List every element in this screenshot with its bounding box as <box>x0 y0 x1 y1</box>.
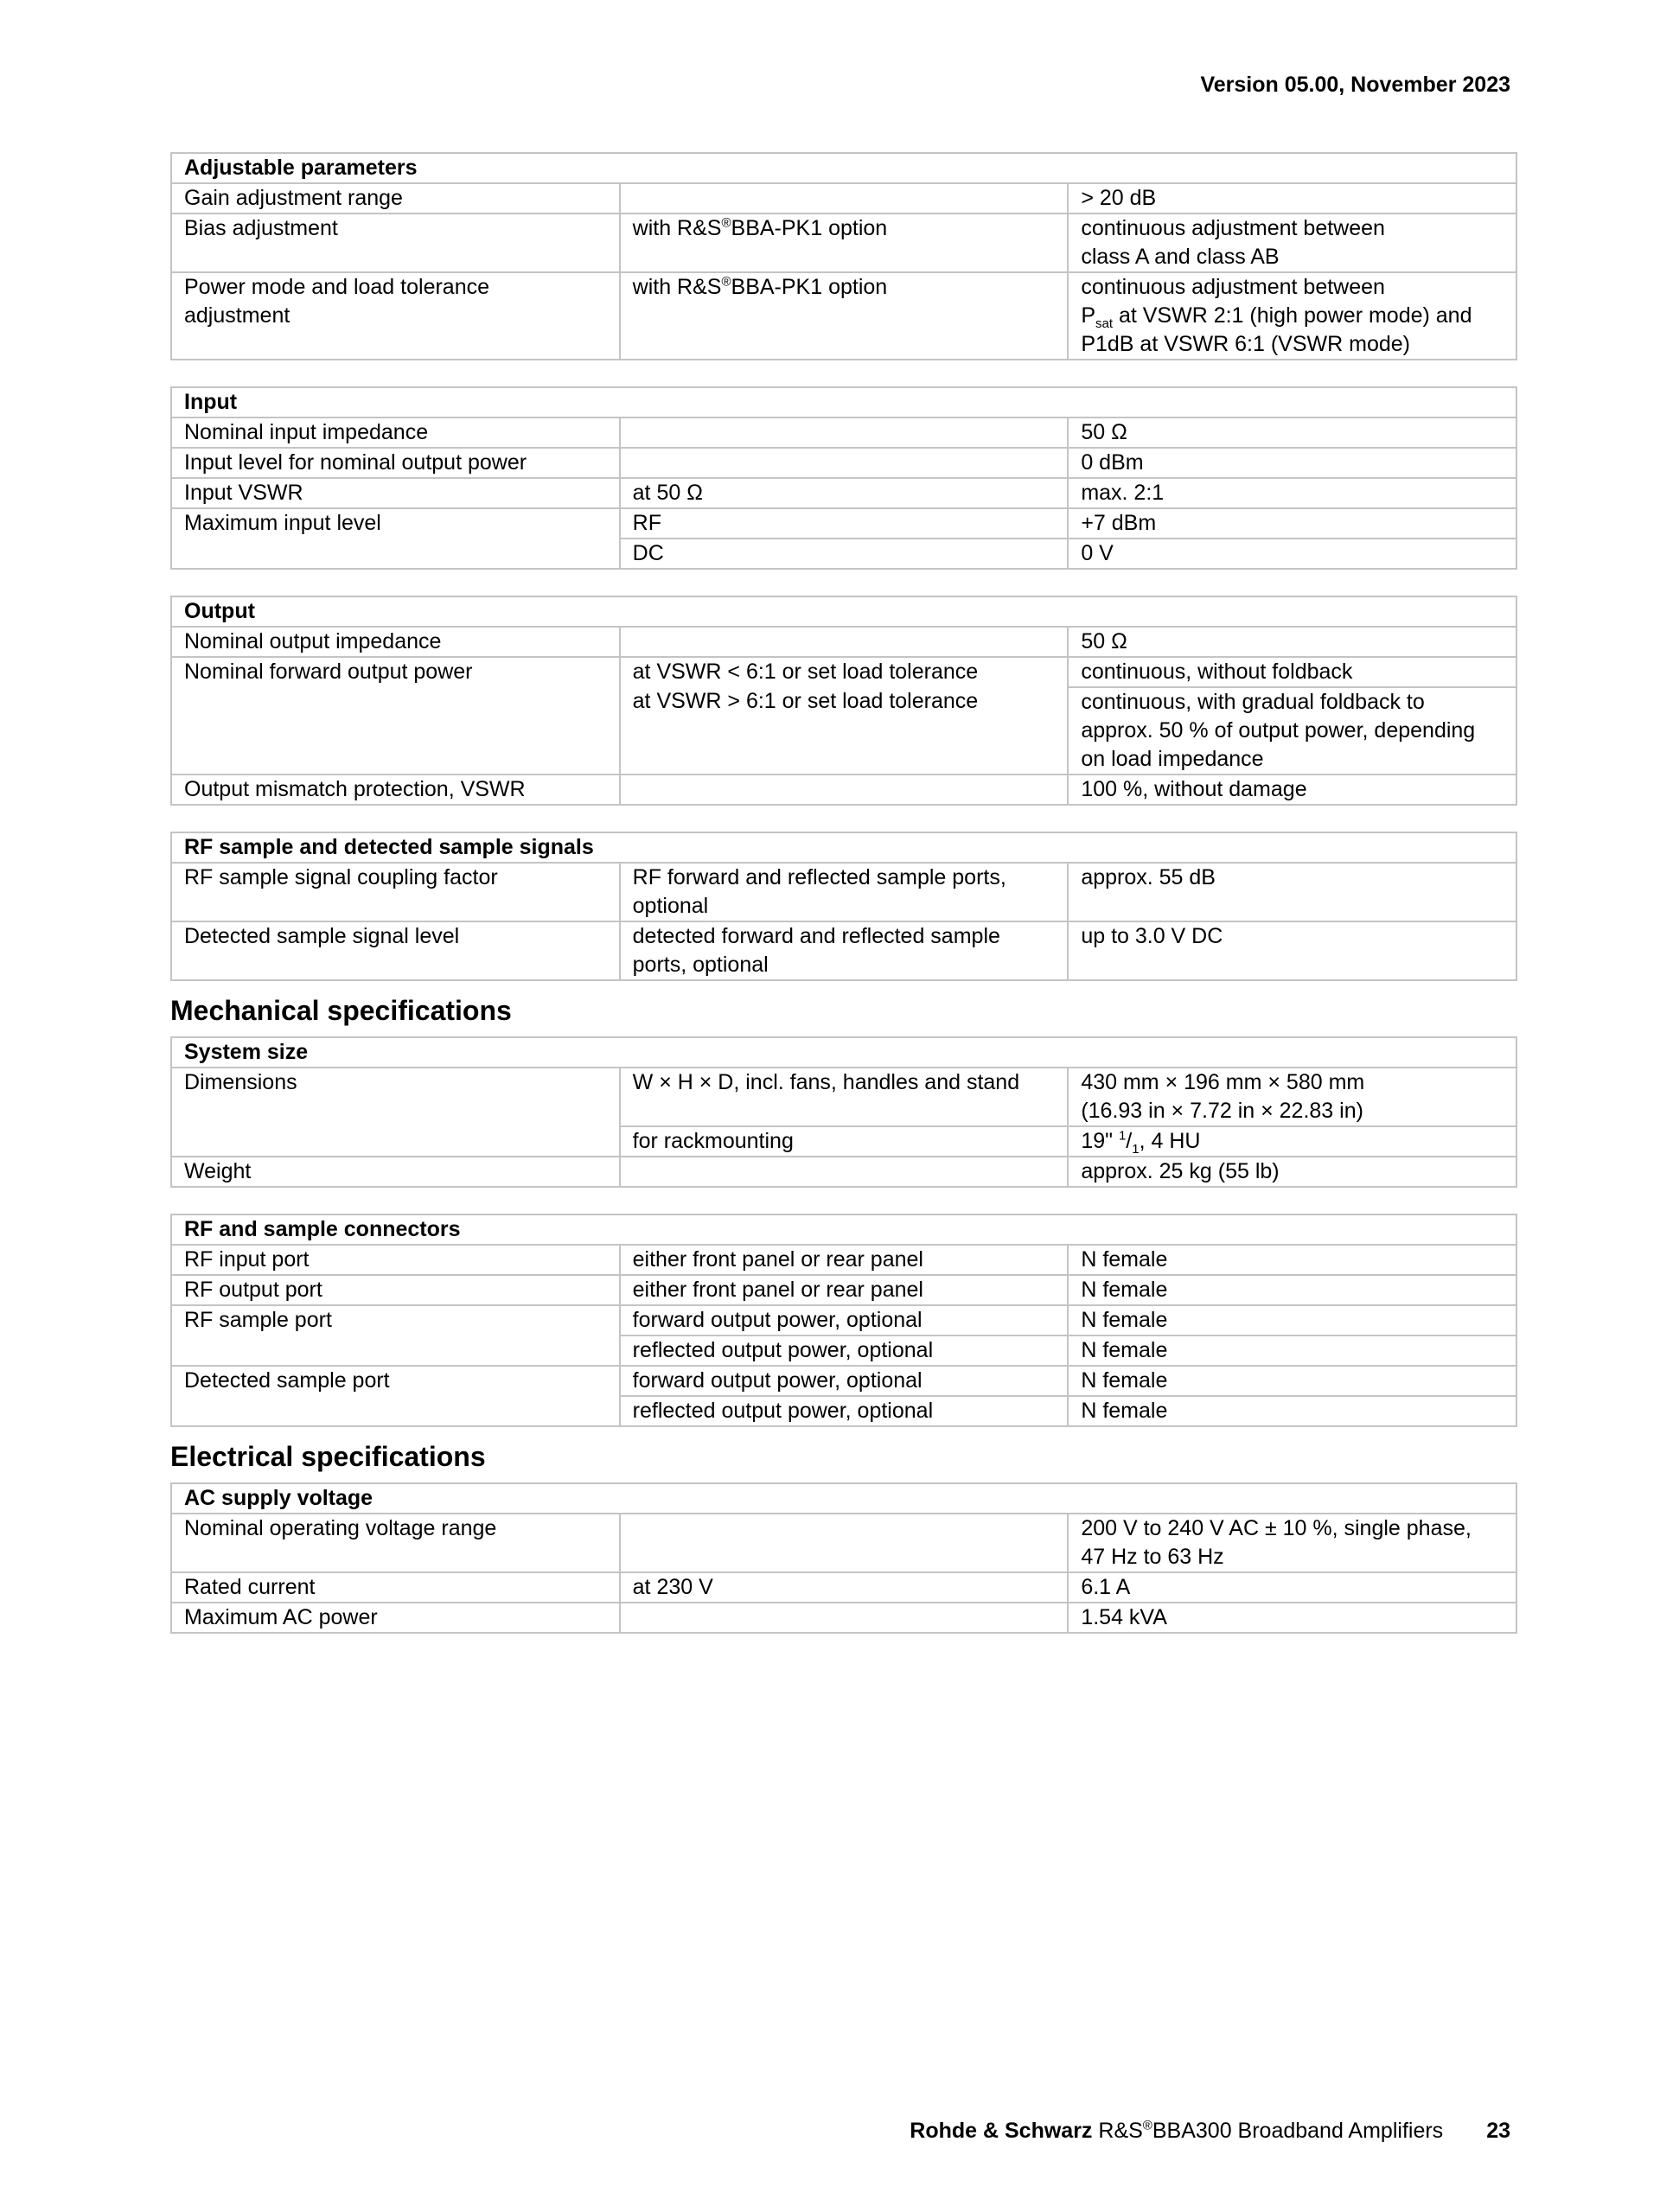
row-value: 50 Ω <box>1068 627 1516 657</box>
table-title: System size <box>171 1037 1516 1068</box>
row-condition: detected forward and reflected sample ports, optional <box>620 921 1069 980</box>
row-condition: forward output power, optional <box>620 1305 1069 1335</box>
row-value: up to 3.0 V DC <box>1068 921 1516 980</box>
table-title: Output <box>171 596 1516 627</box>
row-condition: for rackmounting <box>620 1126 1069 1157</box>
table-row <box>171 1396 1516 1426</box>
row-label: Detected sample signal level <box>171 921 620 980</box>
row-label <box>171 539 620 569</box>
row-label: Nominal forward output power <box>171 657 620 687</box>
row-label: Weight <box>171 1157 620 1187</box>
system-size-table <box>170 1036 1517 1188</box>
row-condition: at VSWR < 6:1 or set load tolerance <box>620 657 1069 687</box>
row-label: Detected sample port <box>171 1366 620 1396</box>
input-table <box>170 386 1517 570</box>
row-condition: reflected output power, optional <box>620 1396 1069 1426</box>
row-value: 0 V <box>1068 539 1516 569</box>
table-title: RF and sample connectors <box>171 1214 1516 1245</box>
page-footer <box>910 2119 1510 2144</box>
table-row <box>171 1068 1516 1126</box>
row-label <box>171 1335 620 1366</box>
row-value: 1.54 kVA <box>1068 1603 1516 1633</box>
connectors-table <box>170 1214 1517 1427</box>
row-label: Nominal input impedance <box>171 418 620 448</box>
row-label: RF sample port <box>171 1305 620 1335</box>
row-condition: W × H × D, incl. fans, handles and stand <box>620 1068 1069 1126</box>
row-value: approx. 25 kg (55 lb) <box>1068 1157 1516 1187</box>
row-value: N female <box>1068 1305 1516 1335</box>
row-label: RF input port <box>171 1245 620 1275</box>
row-label: Dimensions <box>171 1068 620 1126</box>
row-value: 6.1 A <box>1068 1572 1516 1603</box>
row-condition: RF forward and reflected sample ports, optional <box>620 863 1069 921</box>
table-title: Adjustable parameters <box>171 153 1516 183</box>
table-row <box>171 214 1516 272</box>
row-condition <box>620 775 1069 805</box>
table-row <box>171 657 1516 687</box>
row-condition: RF <box>620 508 1069 539</box>
table-row <box>171 687 1516 775</box>
table-row <box>171 539 1516 569</box>
row-value: N female <box>1068 1245 1516 1275</box>
output-table <box>170 596 1517 806</box>
footer-product: R&S®BBA300 Broadband Amplifiers <box>1092 2118 1444 2143</box>
table-row <box>171 863 1516 921</box>
table-row <box>171 921 1516 980</box>
row-label <box>171 1126 620 1157</box>
table-row <box>171 418 1516 448</box>
row-value: N female <box>1068 1335 1516 1366</box>
rf-sample-table <box>170 832 1517 981</box>
section-heading-mechanical: Mechanical specifications <box>170 995 512 1026</box>
row-value: continuous, with gradual foldback to approx. 50 % of output power, depending on load impedance <box>1068 687 1516 775</box>
row-condition: with R&S®BBA-PK1 option <box>620 214 1069 272</box>
row-value: N female <box>1068 1366 1516 1396</box>
row-condition: forward output power, optional <box>620 1366 1069 1396</box>
row-condition: reflected output power, optional <box>620 1335 1069 1366</box>
row-condition <box>620 627 1069 657</box>
table-row <box>171 1572 1516 1603</box>
table-row <box>171 1245 1516 1275</box>
row-label: Power mode and load tolerance adjustment <box>171 272 620 360</box>
table-row <box>171 1126 1516 1157</box>
row-condition <box>620 448 1069 478</box>
table-row <box>171 627 1516 657</box>
row-condition: with R&S®BBA-PK1 option <box>620 272 1069 360</box>
table-row <box>171 1366 1516 1396</box>
row-condition <box>620 1157 1069 1187</box>
table-row <box>171 1514 1516 1572</box>
row-label: Rated current <box>171 1572 620 1603</box>
table-row <box>171 508 1516 539</box>
row-value: max. 2:1 <box>1068 478 1516 508</box>
row-value: 430 mm × 196 mm × 580 mm (16.93 in × 7.72 in × 22.83 in) <box>1068 1068 1516 1126</box>
row-value: 200 V to 240 V AC ± 10 %, single phase, 47 Hz to 63 Hz <box>1068 1514 1516 1572</box>
row-label: Output mismatch protection, VSWR <box>171 775 620 805</box>
row-value: approx. 55 dB <box>1068 863 1516 921</box>
row-label: Maximum AC power <box>171 1603 620 1633</box>
table-row <box>171 1305 1516 1335</box>
table-row <box>171 1603 1516 1633</box>
spec-content <box>170 152 1517 1634</box>
adjustable-parameters-table <box>170 152 1517 360</box>
row-value: 50 Ω <box>1068 418 1516 448</box>
table-row <box>171 272 1516 360</box>
table-row <box>171 183 1516 214</box>
table-row <box>171 478 1516 508</box>
page-number: 23 <box>1486 2119 1510 2143</box>
table-row <box>171 1335 1516 1366</box>
row-label: Bias adjustment <box>171 214 620 272</box>
row-label: RF output port <box>171 1275 620 1305</box>
row-label: RF sample signal coupling factor <box>171 863 620 921</box>
row-condition: at 50 Ω <box>620 478 1069 508</box>
ac-supply-table <box>170 1482 1517 1634</box>
row-label <box>171 1396 620 1426</box>
row-condition <box>620 418 1069 448</box>
row-value: +7 dBm <box>1068 508 1516 539</box>
row-condition <box>620 1514 1069 1572</box>
row-label <box>171 687 620 775</box>
row-label: Input level for nominal output power <box>171 448 620 478</box>
row-value: 100 %, without damage <box>1068 775 1516 805</box>
row-label: Input VSWR <box>171 478 620 508</box>
table-row <box>171 1275 1516 1305</box>
row-condition: either front panel or rear panel <box>620 1275 1069 1305</box>
table-row <box>171 775 1516 805</box>
row-label: Gain adjustment range <box>171 183 620 214</box>
row-condition: at 230 V <box>620 1572 1069 1603</box>
row-label: Nominal operating voltage range <box>171 1514 620 1572</box>
row-condition <box>620 183 1069 214</box>
row-value: N female <box>1068 1396 1516 1426</box>
row-value: continuous adjustment between $P_{sat}$ at VSWR 2:1 (high power mode) and P1dB at VSWR 6:1 (VSWR mode) <box>1068 272 1516 360</box>
footer-brand: Rohde & Schwarz <box>910 2119 1093 2143</box>
row-condition <box>620 1603 1069 1633</box>
row-condition: DC <box>620 539 1069 569</box>
table-title: RF sample and detected sample signals <box>171 832 1516 863</box>
row-value: > 20 dB <box>1068 183 1516 214</box>
row-label: Nominal output impedance <box>171 627 620 657</box>
table-row <box>171 1157 1516 1187</box>
table-title: Input <box>171 387 1516 418</box>
row-value: 19" $^1/_1$, 4 HU <box>1068 1126 1516 1157</box>
row-label: Maximum input level <box>171 508 620 539</box>
row-condition: either front panel or rear panel <box>620 1245 1069 1275</box>
table-row <box>171 448 1516 478</box>
row-value: continuous adjustment between class A and class AB <box>1068 214 1516 272</box>
row-condition: at VSWR > 6:1 or set load tolerance <box>620 687 1069 775</box>
table-title: AC supply voltage <box>171 1483 1516 1514</box>
row-value: 0 dBm <box>1068 448 1516 478</box>
document-version: Version 05.00, November 2023 <box>1200 73 1510 97</box>
row-value: continuous, without foldback <box>1068 657 1516 687</box>
section-heading-electrical: Electrical specifications <box>170 1441 486 1472</box>
row-value: N female <box>1068 1275 1516 1305</box>
